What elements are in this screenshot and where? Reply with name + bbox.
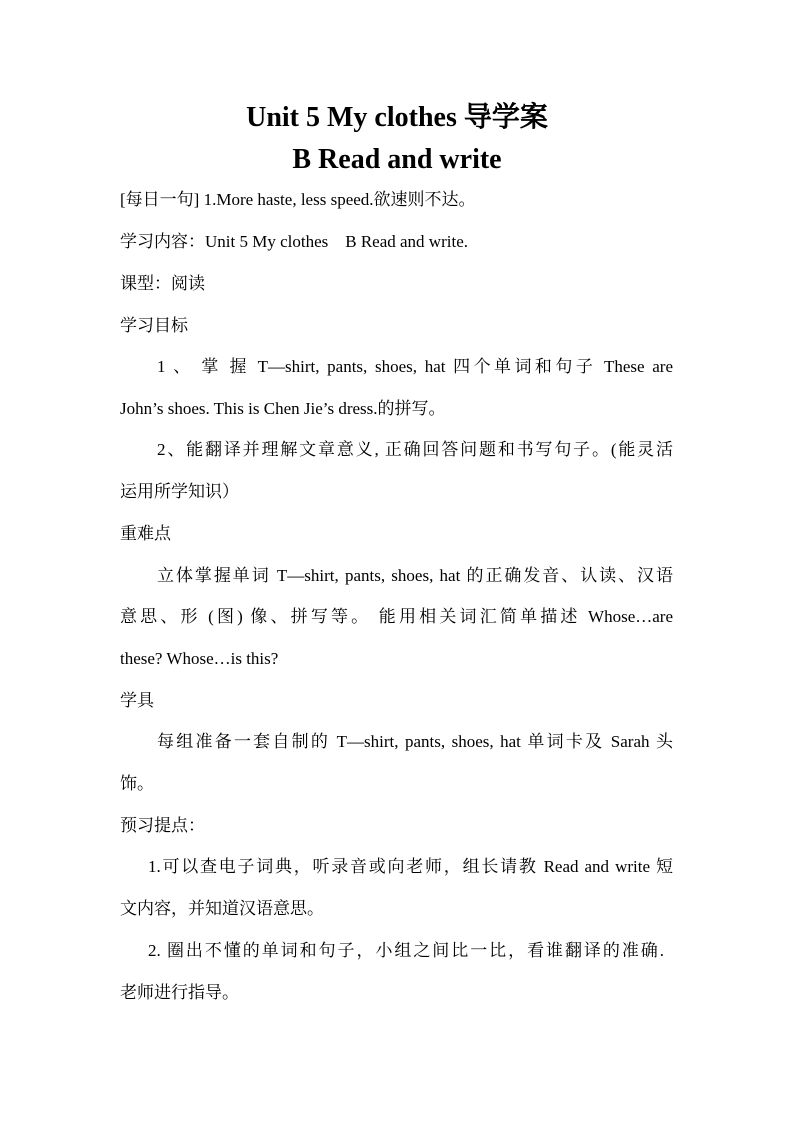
objective-2-line-1: 2、能翻译并理解文章意义, 正确回答问题和书写句子。(能灵活 <box>157 440 673 459</box>
objective-1-line-1: 1 、 掌 握 T—shirt, pants, shoes, hat 四个单词和句子 These are <box>157 357 673 376</box>
preview-1-line-2: 文内容，并知道汉语意思。 <box>120 899 324 918</box>
tools-line-2: 饰。 <box>120 774 154 793</box>
daily-quote: [每日一句] 1.More haste, less speed.欲速则不达。 <box>120 190 476 209</box>
objective-1-line-2: John’s shoes. This is Chen Jie’s dress.的拼写。 <box>120 399 446 418</box>
objectives-heading: 学习目标 <box>120 316 188 335</box>
key-points-line-2: 意思、形 (图) 像、拼写等。 能用相关词汇简单描述 Whose…are <box>120 607 673 626</box>
objective-2-line-2: 运用所学知识） <box>120 482 239 501</box>
preview-2-line-1: 2. 圈出不懂的单词和句子，小组之间比一比，看谁翻译的准确. <box>148 941 664 960</box>
tools-line-1: 每组准备一套自制的 T—shirt, pants, shoes, hat 单词卡及 Sarah 头 <box>157 732 673 751</box>
preview-1-line-1: 1.可以查电子词典，听录音或向老师，组长请教 Read and write 短 <box>148 857 673 876</box>
title-line-2: B Read and write <box>292 144 502 175</box>
title-line-1: Unit 5 My clothes 导学案 <box>246 102 548 133</box>
study-content: 学习内容：Unit 5 My clothes B Read and write. <box>120 232 468 251</box>
key-points-heading: 重难点 <box>120 524 171 543</box>
lesson-type: 课型：阅读 <box>120 274 205 293</box>
preview-heading: 预习提点： <box>120 816 205 835</box>
tools-heading: 学具 <box>120 691 154 710</box>
key-points-line-3: these? Whose…is this? <box>120 649 279 668</box>
key-points-line-1: 立体掌握单词 T—shirt, pants, shoes, hat 的正确发音、认读、汉语 <box>157 566 673 585</box>
preview-2-line-2: 老师进行指导。 <box>120 983 239 1002</box>
